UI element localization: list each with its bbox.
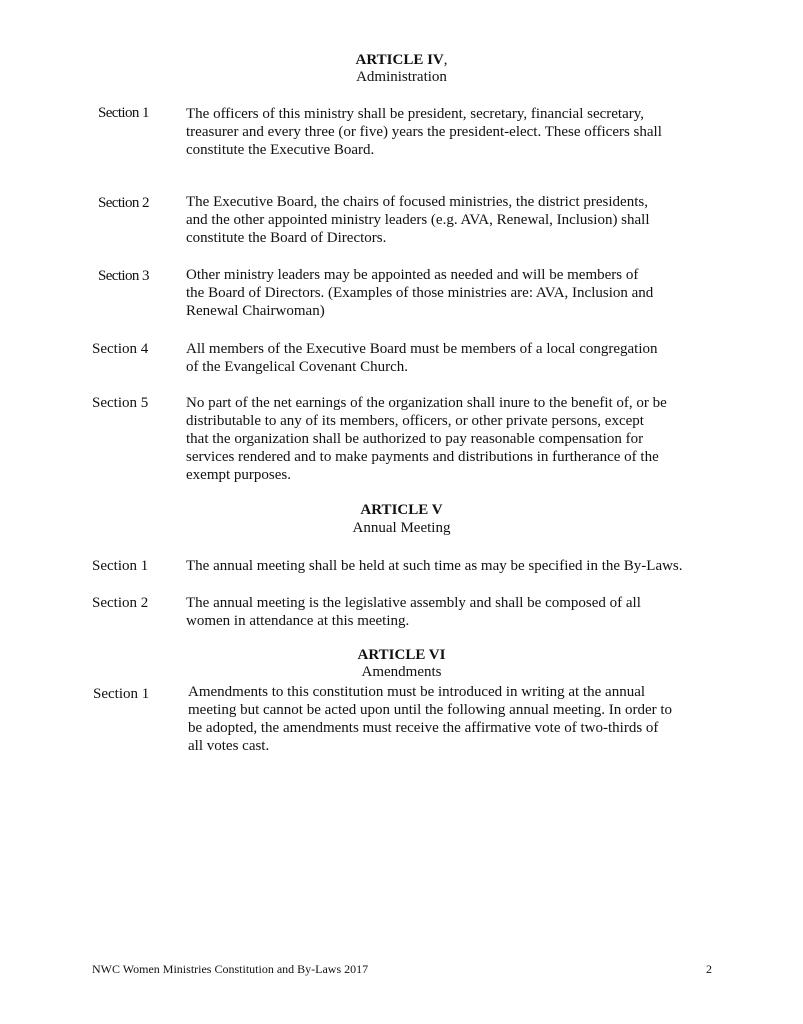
footer-page-number: 2 bbox=[706, 962, 712, 976]
text-line: the Board of Directors. (Examples of those ministries are: AVA, Inclusion and bbox=[186, 285, 654, 301]
text-line: services rendered and to make payments and distributions in furtherance of the bbox=[186, 449, 659, 465]
text-line: exempt purposes. bbox=[186, 467, 291, 483]
text-line: Renewal Chairwoman) bbox=[186, 303, 325, 319]
text-line: women in attendance at this meeting. bbox=[186, 613, 410, 629]
section-label: Section 1 bbox=[93, 686, 150, 702]
text-line: distributable to any of its members, officers, or other private persons, except bbox=[186, 413, 644, 429]
text-line: The Executive Board, the chairs of focused ministries, the district presidents, bbox=[186, 194, 648, 210]
text-line: and the other appointed ministry leaders (e.g. AVA, Renewal, Inclusion) shall bbox=[186, 212, 650, 228]
section-label: Section 5 bbox=[92, 395, 149, 411]
section-text bbox=[186, 340, 726, 376]
section-text bbox=[186, 105, 726, 159]
article-vi-subtitle: Amendments bbox=[361, 664, 442, 680]
text-line: The annual meeting is the legislative assembly and shall be composed of all bbox=[186, 595, 641, 611]
article-v-heading bbox=[0, 502, 803, 519]
text-line: The annual meeting shall be held at such time as may be specified in the By-Laws. bbox=[186, 558, 683, 574]
text-line: The officers of this ministry shall be president, secretary, financial secretary, bbox=[186, 106, 645, 122]
article-v-title: ARTICLE V bbox=[360, 502, 443, 518]
section-text bbox=[186, 193, 726, 247]
text-line: meeting but cannot be acted upon until the following annual meeting. In order to bbox=[188, 702, 673, 718]
section-label: Section 4 bbox=[92, 341, 149, 357]
text-line: No part of the net earnings of the organization shall inure to the benefit of, or be bbox=[186, 395, 667, 411]
article-iv-title-suffix: , bbox=[443, 52, 448, 68]
section-text bbox=[186, 594, 726, 630]
section-label: Section 2 bbox=[92, 595, 149, 611]
section-text bbox=[186, 557, 746, 575]
article-iv-heading bbox=[0, 52, 803, 69]
text-line: constitute the Executive Board. bbox=[186, 142, 375, 158]
section-label: Section 1 bbox=[92, 558, 149, 574]
text-line: Amendments to this constitution must be introduced in writing at the annual bbox=[188, 684, 646, 700]
article-v-subtitle: Annual Meeting bbox=[352, 520, 451, 536]
section-label: Section 1 bbox=[98, 105, 149, 121]
article-iv-title: ARTICLE IV bbox=[355, 52, 444, 68]
text-line: all votes cast. bbox=[188, 738, 270, 754]
section-label: Section 2 bbox=[98, 195, 149, 211]
text-line: treasurer and every three (or five) years the president-elect. These officers shall bbox=[186, 124, 662, 140]
section-text bbox=[188, 683, 728, 755]
footer-document-title: NWC Women Ministries Constitution and By-Laws 2017 bbox=[92, 962, 369, 976]
section-text bbox=[186, 266, 726, 320]
text-line: Other ministry leaders may be appointed as needed and will be members of bbox=[186, 267, 639, 283]
section-label: Section 3 bbox=[98, 268, 149, 284]
article-iv-subtitle: Administration bbox=[356, 69, 447, 85]
text-line: constitute the Board of Directors. bbox=[186, 230, 387, 246]
text-line: be adopted, the amendments must receive the affirmative vote of two-thirds of bbox=[188, 720, 659, 736]
article-vi-title: ARTICLE VI bbox=[357, 647, 446, 663]
section-text bbox=[186, 394, 726, 484]
text-line: that the organization shall be authorized to pay reasonable compensation for bbox=[186, 431, 644, 447]
text-line: All members of the Executive Board must be members of a local congregation bbox=[186, 341, 658, 357]
article-vi-heading bbox=[0, 647, 803, 664]
text-line: of the Evangelical Covenant Church. bbox=[186, 359, 409, 375]
